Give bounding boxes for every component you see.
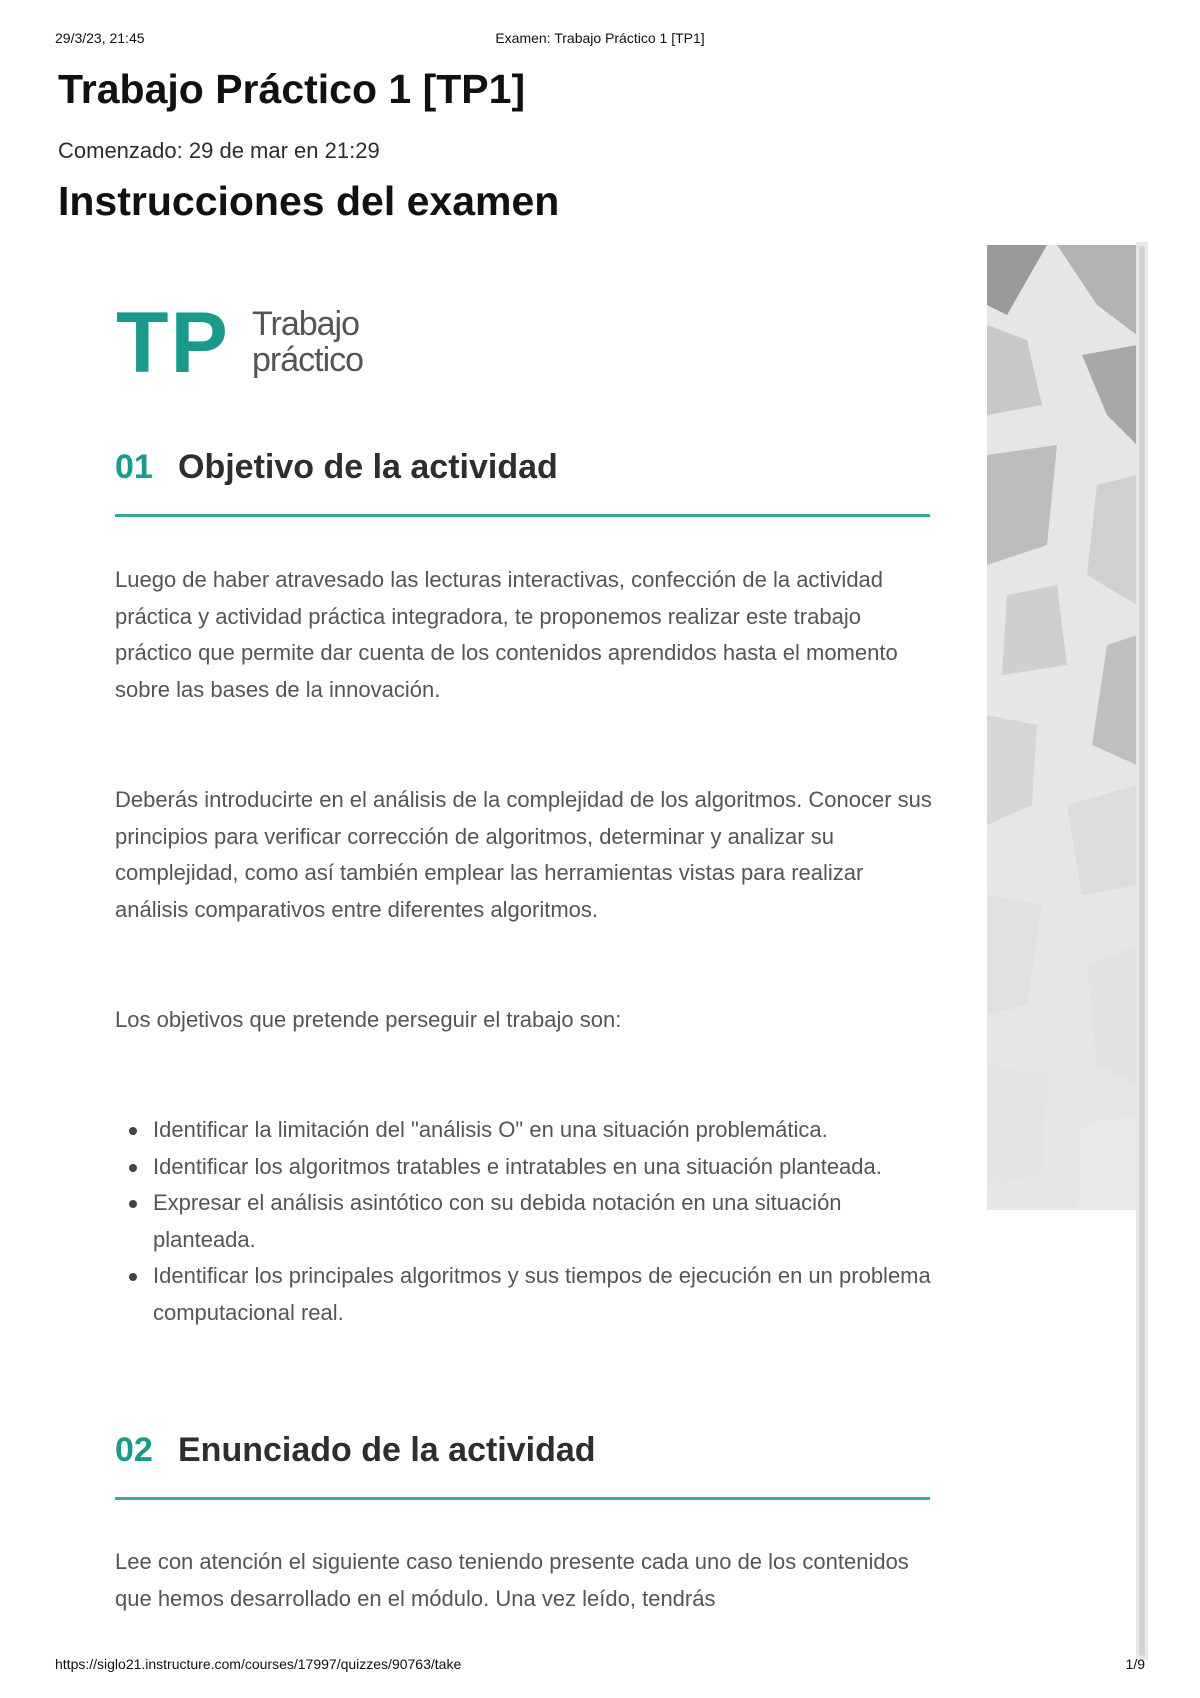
list-item	[115, 1149, 935, 1186]
print-datetime: 29/3/23, 21:45	[55, 30, 145, 46]
bullet-icon	[129, 1273, 137, 1281]
started-label: Comenzado:	[58, 138, 183, 163]
paragraph: Los objetivos que pretende perseguir el trabajo son:	[115, 1007, 622, 1032]
section-number: 01	[115, 448, 153, 486]
paragraph: Luego de haber atravesado las lecturas interactivas, confección de la actividad práctica y actividad práctica integradora, te proponemos realizar este trabajo práctico que permite dar cuenta de los contenidos aprendidos hasta el momento sobre las bases de la innovación.	[115, 567, 898, 702]
bullet-icon	[129, 1164, 137, 1172]
print-page-number: 1/9	[1125, 1656, 1145, 1672]
tp-logo-text	[252, 306, 363, 378]
tp-logo-mark: TP	[116, 295, 230, 391]
bullet-icon	[129, 1127, 137, 1135]
bullet-icon	[129, 1200, 137, 1208]
started-info	[58, 138, 380, 164]
paragraph: Deberás introducirte en el análisis de la complejidad de los algoritmos. Conocer sus principios para verificar corrección de algoritmos, determinar y analizar su complejidad, como así también emplear las herramientas vistas para realizar análisis comparativos entre diferentes algoritmos.	[115, 787, 932, 922]
page-title: Trabajo Práctico 1 [TP1]	[58, 66, 526, 112]
scrollbar-thumb[interactable]	[1139, 246, 1145, 1656]
section-title: Objetivo de la actividad	[178, 448, 558, 486]
list-item	[115, 1185, 935, 1258]
list-item-text: Identificar los algoritmos tratables e intratables en una situación planteada.	[153, 1153, 882, 1179]
print-footer	[55, 1656, 1145, 1676]
print-header	[55, 30, 1145, 50]
list-item-text: Expresar el análisis asintótico con su debida notación en una situación planteada.	[153, 1190, 842, 1252]
instructions-title: Instrucciones del examen	[58, 178, 560, 224]
print-document-title: Examen: Trabajo Práctico 1 [TP1]	[495, 30, 705, 46]
paragraph: Lee con atención el siguiente caso teniendo presente cada uno de los contenidos que hemos desarrollado en el módulo. Una vez leído, tendrás	[115, 1549, 909, 1611]
list-item	[115, 1258, 935, 1331]
list-item	[115, 1112, 935, 1149]
objectives-list	[115, 1112, 935, 1332]
started-value: 29 de mar en 21:29	[188, 138, 380, 163]
section-divider	[115, 514, 930, 517]
print-url: https://siglo21.instructure.com/courses/17997/quizzes/90763/take	[55, 1656, 462, 1672]
content-scrollbar[interactable]	[1136, 242, 1148, 1660]
instructions-content	[0, 240, 1200, 1660]
list-item-text: Identificar la limitación del "análisis O" en una situación problemática.	[153, 1117, 828, 1142]
decorative-architecture-image	[987, 245, 1137, 1210]
section-number: 02	[115, 1431, 153, 1469]
tp-logo-line1: Trabajo	[252, 305, 360, 343]
section-title: Enunciado de la actividad	[178, 1431, 596, 1469]
list-item-text: Identificar los principales algoritmos y sus tiempos de ejecución en un problema computacional real.	[153, 1263, 931, 1325]
section-divider	[115, 1497, 930, 1500]
architecture-pattern	[987, 245, 1137, 1210]
tp-logo-line2: práctico	[252, 341, 364, 379]
